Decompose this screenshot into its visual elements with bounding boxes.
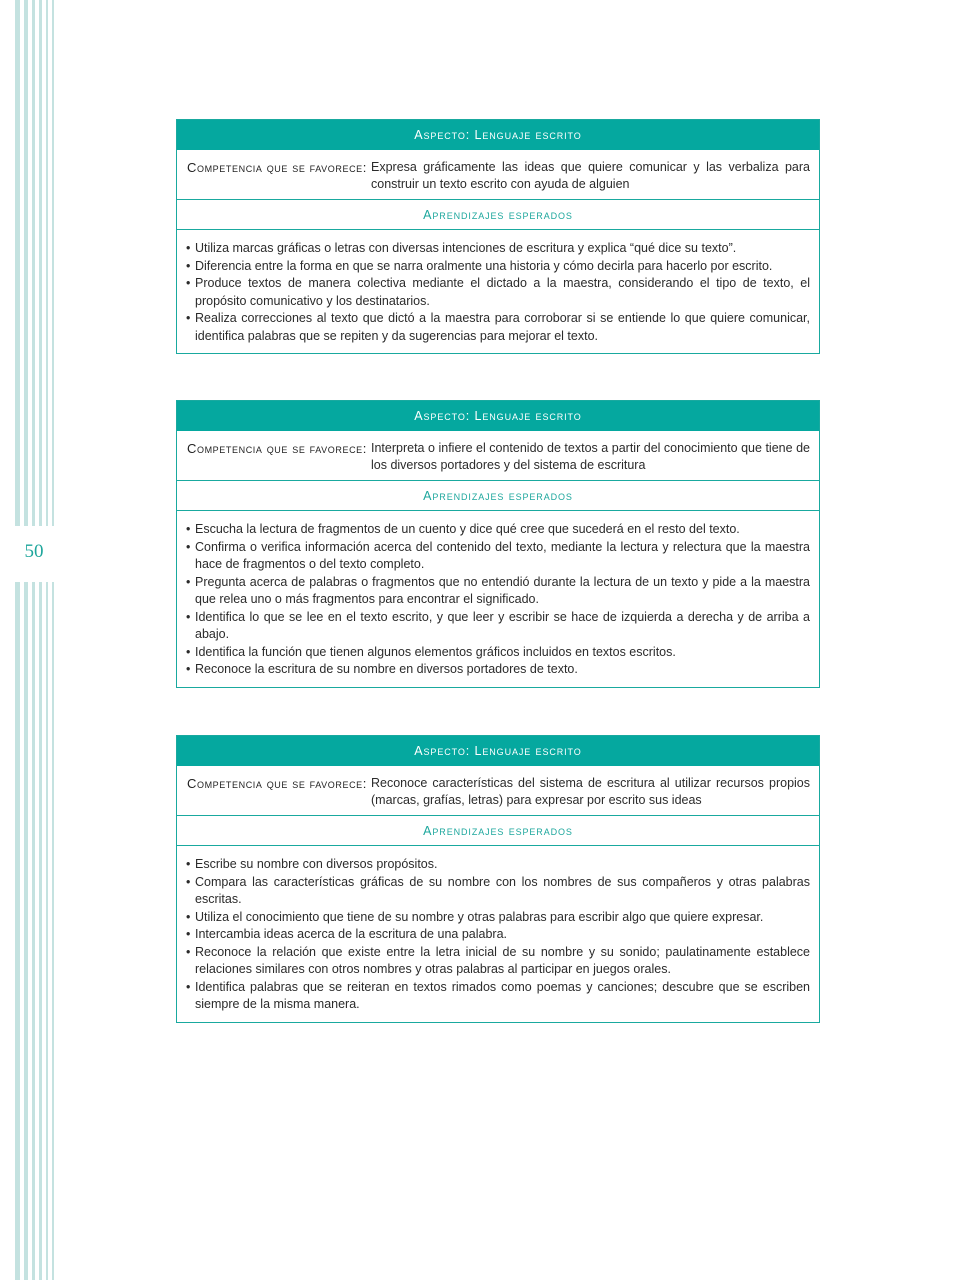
competency-label: Competencia que se favorece: bbox=[187, 441, 367, 456]
competency-label: Competencia que se favorece: bbox=[187, 160, 367, 175]
competency-row bbox=[177, 431, 819, 481]
aspect-card-2 bbox=[176, 400, 820, 688]
list-item: • Pregunta acerca de palabras o fragmentos que no entendió durante la lectura de un texto y pide a la maestra que relea uno o más fragmentos para encontrar el significado. bbox=[186, 574, 810, 606]
list-item: • Identifica la función que tienen algunos elementos gráficos incluidos en textos escritos. bbox=[186, 644, 676, 659]
learnings-header: Aprendizajes esperados bbox=[177, 200, 819, 230]
aspect-card-1 bbox=[176, 119, 820, 354]
list-item: • Realiza correcciones al texto que dictó a la maestra para corroborar si se entiende lo que quiere comunicar, identifica palabras que se repiten y da sugerencias para mejorar el texto. bbox=[186, 311, 810, 343]
learnings-header: Aprendizajes esperados bbox=[177, 481, 819, 511]
competency-row bbox=[177, 766, 819, 816]
learnings-header: Aprendizajes esperados bbox=[177, 816, 819, 846]
list-item: • Escucha la lectura de fragmentos de un cuento y dice qué cree que sucederá en el resto del texto. bbox=[186, 522, 740, 536]
list-item: • Utiliza el conocimiento que tiene de su nombre y otras palabras para escribir algo que quiere expresar. bbox=[186, 909, 764, 924]
list-item: • Reconoce la relación que existe entre la letra inicial de su nombre y su sonido; paulatinamente establece relaciones similares con otros nombres y otras palabras al participar en juegos orales. bbox=[186, 944, 810, 976]
competency-row bbox=[177, 150, 819, 200]
aspect-header: Aspecto: Lenguaje escrito bbox=[177, 736, 819, 766]
list-item: • Compara las características gráficas de su nombre con los nombres de sus compañeros y otras palabras escritas. bbox=[186, 874, 810, 906]
list-item: • Identifica palabras que se reiteran en textos rimados como poemas y canciones; descubre que se escriben siempre de la misma manera. bbox=[186, 979, 810, 1011]
learnings-list bbox=[177, 511, 819, 687]
list-item: • Escribe su nombre con diversos propósitos. bbox=[186, 857, 438, 871]
decorative-margin-stripes bbox=[0, 0, 60, 1280]
competency-text: Expresa gráficamente las ideas que quiere comunicar y las verbaliza para construir un texto escrito con ayuda de alguien bbox=[371, 160, 810, 191]
list-item: • Reconoce la escritura de su nombre en diversos portadores de texto. bbox=[186, 662, 578, 676]
page-number: 50 bbox=[24, 541, 44, 562]
list-item: • Utiliza marcas gráficas o letras con diversas intenciones de escritura y explica “qué dice su texto”. bbox=[186, 241, 737, 255]
list-item: • Confirma o verifica información acerca del contenido del texto, mediante la lectura y relectura que la maestra hace de fragmentos o del texto completo. bbox=[186, 539, 810, 571]
learnings-list bbox=[177, 230, 819, 353]
competency-text: Reconoce características del sistema de escritura al utilizar recursos propios (marcas, grafías, letras) para expresar por escrito sus ideas bbox=[371, 776, 810, 807]
aspect-header: Aspecto: Lenguaje escrito bbox=[177, 120, 819, 150]
aspect-card-3 bbox=[176, 735, 820, 1023]
list-item: • Identifica lo que se lee en el texto escrito, y que leer y escribir se hace de izquierda a derecha y de arriba a abajo. bbox=[186, 609, 810, 641]
aspect-header: Aspecto: Lenguaje escrito bbox=[177, 401, 819, 431]
list-item: • Diferencia entre la forma en que se narra oralmente una historia y cómo decirla para hacerlo por escrito. bbox=[186, 258, 773, 273]
competency-text: Interpreta o infiere el contenido de textos a partir del conocimiento que tiene de los diversos portadores y del sistema de escritura bbox=[371, 441, 810, 472]
list-item: • Intercambia ideas acerca de la escritura de una palabra. bbox=[186, 927, 507, 941]
learnings-list bbox=[177, 846, 819, 1022]
competency-label: Competencia que se favorece: bbox=[187, 776, 367, 791]
list-item: • Produce textos de manera colectiva mediante el dictado a la maestra, considerando el tipo de texto, el propósito comunicativo y los destinatarios. bbox=[186, 276, 810, 308]
